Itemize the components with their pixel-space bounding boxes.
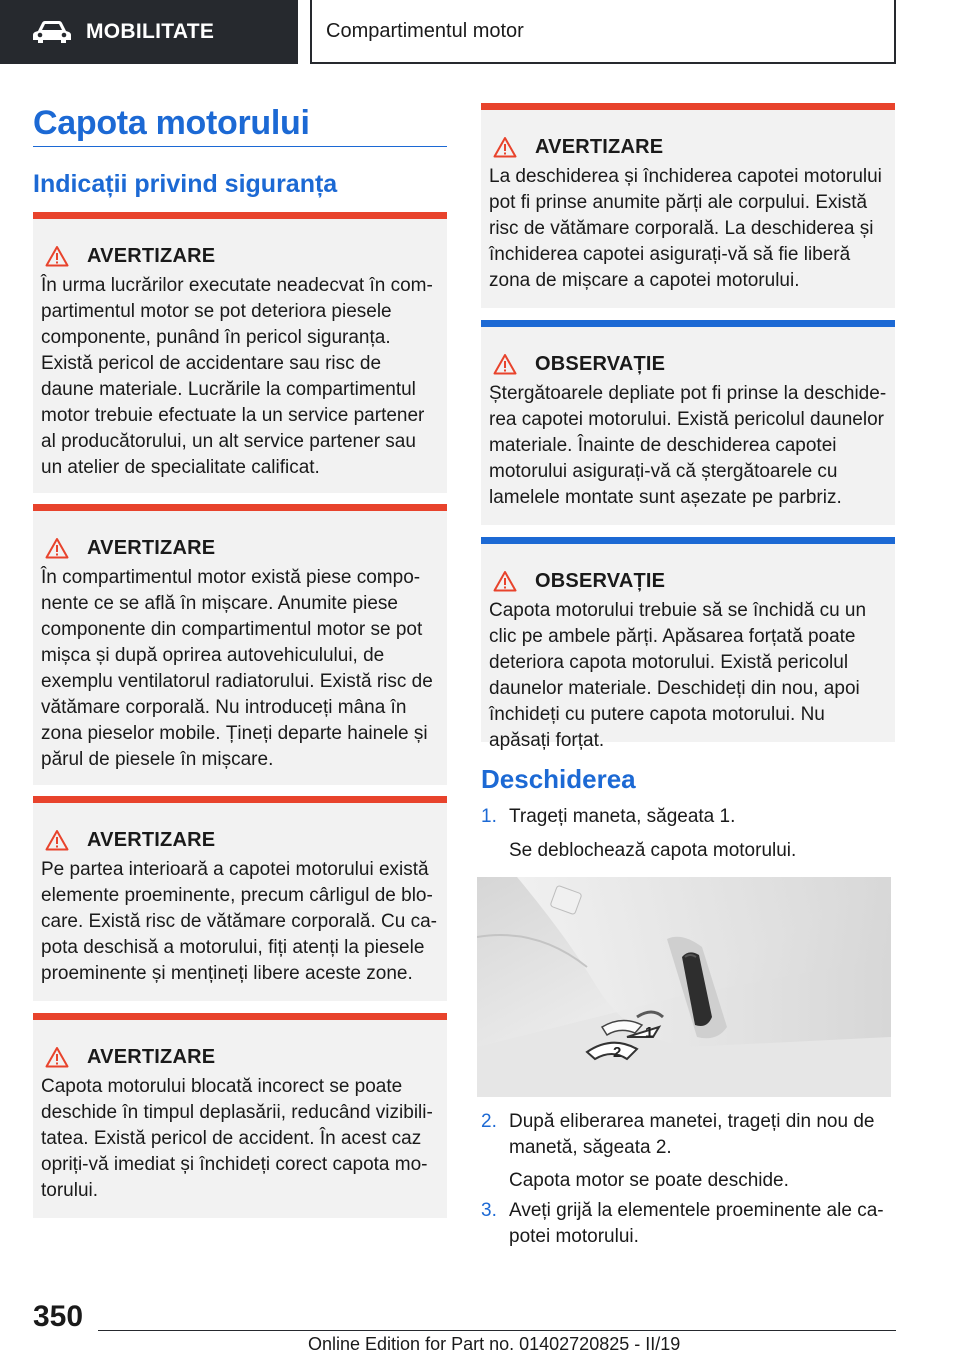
title-underline — [33, 146, 447, 147]
warning-title: AVERTIZARE — [87, 536, 216, 559]
arrow-label-2: 2 — [613, 1044, 622, 1061]
step-number: 2. — [481, 1111, 497, 1132]
warning-triangle-icon — [45, 829, 69, 851]
step-number: 3. — [481, 1200, 497, 1221]
warning-title: AVERTIZARE — [87, 828, 216, 851]
step-result: Capota motor se poate deschide. — [509, 1170, 789, 1191]
warning-title: AVERTIZARE — [87, 244, 216, 267]
warning-text: Capota motorului blocată incorect se poate deschide în timpul deplasării, reducând vizibilitatea. Există pericol de accident. În acest caz opriți-vă imediat și închideți corect capota motorului. — [41, 1076, 433, 1201]
warning-box — [33, 1013, 447, 1218]
page-title: Capota motorului — [33, 104, 310, 142]
warning-text: În urma lucrărilor executate neadecvat în compartimentul motor se pot deteriora piesele componente, punând în pericol siguranța. Există pericol de accidentare sau risc de daune materiale. Lucrările la compartimentul motor trebuie efectuate la un service partener al producătorului, un alt service partener sau un atelier de specialitate calificat. — [41, 275, 433, 478]
warning-triangle-icon — [45, 245, 69, 267]
section-label: MOBILITATE — [86, 20, 215, 43]
notice-title: OBSERVAȚIE — [535, 569, 666, 592]
warning-triangle-icon — [493, 136, 517, 158]
section-heading: Deschiderea — [481, 764, 636, 794]
notice-triangle-icon — [493, 570, 517, 592]
notice-box — [481, 320, 895, 525]
hood-release-lever-photo — [477, 877, 891, 1097]
notice-text: Ștergătoarele depliate pot fi prinse la deschiderea capotei motorului. Există pericolul daunelor materiale. Înainte de deschiderea capotei motorului asigurați-vă că ștergătoarele cu lamelele montate sunt așezate pe parbriz. — [489, 383, 887, 508]
page-number: 350 — [33, 1300, 84, 1333]
notice-title: OBSERVAȚIE — [535, 352, 666, 375]
warning-text: În compartimentul motor există piese componente ce se află în mișcare. Anumite piese componente din compartimentul motor se pot mișca și după oprirea autovehiculului, de exemplu ventilatorul radiatorului. Există risc de vătămare corporală. Nu introduceți mâna în zona pieselor mobile. Țineți departe hainele și părul de piesele în mișcare. — [41, 567, 433, 770]
step-result: Se deblochează capota motorului. — [509, 840, 797, 861]
notice-triangle-icon — [493, 353, 517, 375]
warning-triangle-icon — [45, 1046, 69, 1068]
edition-note: Online Edition for Part no. 01402720825 - II/19 — [308, 1334, 681, 1354]
notice-box — [481, 537, 895, 751]
section-tab — [0, 0, 298, 64]
step-number: 1. — [481, 806, 497, 827]
warning-box — [481, 103, 895, 308]
arrow-label-1: 1 — [645, 1024, 654, 1041]
chapter-tab — [310, 0, 896, 64]
car-icon — [32, 20, 72, 44]
warning-triangle-icon — [45, 537, 69, 559]
lever-illustration — [477, 877, 891, 1097]
warning-text: La deschiderea și închiderea capotei motorului pot fi prinse anumite părți ale corpului. Există risc de vătămare corporală. La deschiderea și închiderea capotei asigurați-vă să fie liberă zona de mișcare a capotei motorului. — [489, 166, 882, 291]
step-text: Aveți grijă la elementele proeminente ale capotei motorului. — [509, 1200, 884, 1247]
footer-rule — [98, 1330, 896, 1331]
warning-box — [33, 796, 447, 1001]
warning-box — [33, 504, 447, 785]
warning-text: Pe partea interioară a capotei motorului există elemente proeminente, precum cârligul de blocare. Există risc de vătămare corporală. Cu capota deschisă a motorului, fiți atenți la piesele proeminente și mențineți libere aceste zone. — [41, 859, 437, 984]
warning-title: AVERTIZARE — [87, 1045, 216, 1068]
chapter-label: Compartimentul motor — [326, 19, 524, 42]
step-text: Trageți maneta, săgeata 1. — [509, 806, 736, 827]
warning-box — [33, 212, 447, 493]
section-subtitle: Indicații privind siguranța — [33, 170, 338, 198]
notice-text: Capota motorului trebuie să se închidă cu un clic pe ambele părți. Apăsarea forțată poate deteriora capota motorului. Există pericolul daunelor materiale. Deschideți din nou, apoi închideți cu putere capota motorului. Nu apăsați forțat. — [489, 600, 867, 751]
warning-title: AVERTIZARE — [535, 135, 664, 158]
step-text: După eliberarea manetei, trageți din nou de manetă, săgeata 2. — [509, 1111, 875, 1158]
